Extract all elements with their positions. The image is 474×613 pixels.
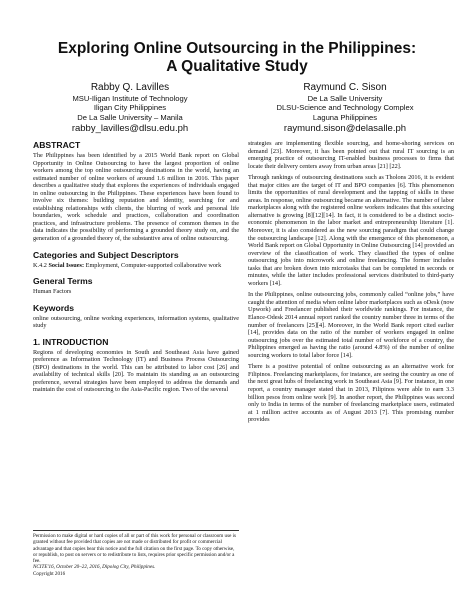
author-affiliation: Laguna Philippines (312, 112, 378, 122)
categories-descriptors: Employment, Computer-supported collaborative work (85, 261, 222, 269)
categories-text (33, 262, 239, 270)
author-affiliation: MSU-Iligan Institute of Technology (72, 94, 188, 103)
categories-label: Social Issues: (48, 261, 85, 269)
author-affiliation: De La Salle University – Manila (77, 112, 183, 122)
author-affiliation: Iligan City Philippines (93, 103, 167, 113)
author-name: Rabby Q. Lavilles (90, 82, 170, 93)
introduction-heading: 1. INTRODUCTION (33, 336, 109, 347)
right-column (248, 140, 454, 424)
general-terms-text: Human Factors (33, 288, 72, 296)
paper-title (30, 40, 444, 76)
author-affiliation: De La Salle University (307, 94, 383, 103)
copyright-line: Copyright 2016 (33, 570, 66, 577)
body-paragraph: strategies are implementing flexible sourcing, and home-shoring services on demand [23]. Moreover, it has been pointed out that rural IT sourcing is an emerging practice of outsourcing IT-enabled business processes to firms that locate their delivery centers away from urban areas [21] [22]. (248, 140, 454, 170)
keywords-text: online outsourcing, online working experiences, information systems, qualitative study (33, 314, 239, 330)
author-block-1 (30, 82, 230, 134)
introduction-text: Regions of developing economies in South and Southeast Asia have gained preference as Information Technology (IT) and Business Process Outsourcing (BPO) destinations in the world. This can be attributed to labor cost [26] and availability of technical skills [20]. To maintain its standing as an outsourcing preference, several strategies have been employed to address the demands and maintain the cost of outsourcing to the Asia-Pacific region. Two of the several (33, 348, 239, 394)
body-paragraph: There is a positive potential of online outsourcing as an alternative work for Filipinos. Freelancing marketplaces, for instance, are seeing the country as one of the next great hubs of freelancing work in Southeast Asia [9]. For instance, in one report, a country manager stated that in 2013, Filipinos were able to earn 3.3 billion pesos from online work [9]. In another report, the Philippines was second only to India in terms of the number of freelancing marketplace users, estimated at 1 million active accounts as of August 2013 [7]. This promising number provides (248, 363, 454, 424)
categories-heading: Categories and Subject Descriptors (33, 249, 179, 260)
general-terms-heading: General Terms (33, 276, 93, 287)
keywords-heading: Keywords (33, 302, 75, 313)
permission-text: Permission to make digital or hard copies of all or part of this work for personal or classroom use is granted without fee provided that copies are not made or distributed for profit or commercial advantage and that copies bear this notice and the full citation on the first page. To copy otherwise, or republish, to post on servers or to redistribute to lists, requires prior specific permission and/or a fee. (33, 533, 236, 565)
author-email: rabby_lavilles@dlsu.edu.ph (71, 123, 189, 135)
venue-line: NCITE'16, October 20–22, 2016, Dipolog City, Philippines. (33, 564, 156, 571)
author-block-2 (245, 82, 445, 134)
categories-code: K.4.2 (33, 261, 47, 269)
body-paragraph: Through rankings of outsourcing destinations such as Tholons 2016, it is evident that major cities are the target of IT and BPO companies [6]. This phenomenon limits the opportunities of rural development and the tapping of skills in these areas. In response, online outsourcing became an alternative. The number of labor marketplaces along with the registered online workers indicates that this sourcing alternative is growing [8][12][14]. In fact, it is considered to be a distinct socio-economic phenomenon in the labor market and entrepreneurship literature [1]. Moreover, it is also considered as the new sourcing paradigm that could change the outsourcing landscape [12]. Along with the emergence of this phenomenon, a World Bank report on Global Opportunity in Online Outsourcing [14] provided an overview of the classification of work. They classified the types of online outsourcing jobs into microwork and online freelancing. The former includes tasks that are broken down into microtasks that can be completed in seconds or minutes, while the latter includes professional services distributed to third-party workers [14]. (248, 174, 454, 287)
abstract-text: The Philippines has been identified by a 2015 World Bank report on Global Opportunity in Online Outsourcing to have the largest proportion of online workers among the top online outsourcing destinations in the world, having an estimated number of online workers of around 1.6 million in 2016. This paper describes a qualitative study that explores the experiences of individuals engaged in online outsourcing in the Philippines. These experiences have been found to involve six themes: building reputation and identity, searching for and establishing relationships with clients, the blurring of work and personal life boundaries, work schedule and practices, collaboration and coordination practices, and infrastructure problems. The presence of common themes in the data indicates the possibility of performing a grounded theory study on, and the generation of a grounded theory of, the substantive area of online outsourcing. (33, 152, 239, 243)
permission-notice (33, 530, 239, 577)
author-affiliation: DLSU-Science and Technology Complex (276, 103, 414, 113)
author-email: raymund.sison@delasalle.ph (283, 123, 407, 135)
title-line-1: Exploring Online Outsourcing in the Philippines: (57, 40, 417, 57)
author-name: Raymund C. Sison (303, 82, 387, 93)
left-column (33, 140, 239, 394)
abstract-heading: ABSTRACT (33, 140, 81, 150)
title-line-2: A Qualitative Study (166, 58, 308, 75)
body-paragraph: In the Philippines, online outsourcing jobs, commonly called “online jobs,” have caught the attention of media when online labor marketplaces such as oDesk (now Upwork) and Freelancer published their worldwide rankings. For instance, the Elance-Odesk 2014 annual report ranked the country number three in terms of the number of freelancers [25][4]. Moreover, in the World Bank report cited earlier [14], provides data on the ratio of the number of workers engaged in online outsourcing jobs over the estimated total number of workforce of a country, the Philippines emerged as having the ratio (around 4.8%) of the number of online sourcing workers to total labor force [14]. (248, 291, 454, 359)
